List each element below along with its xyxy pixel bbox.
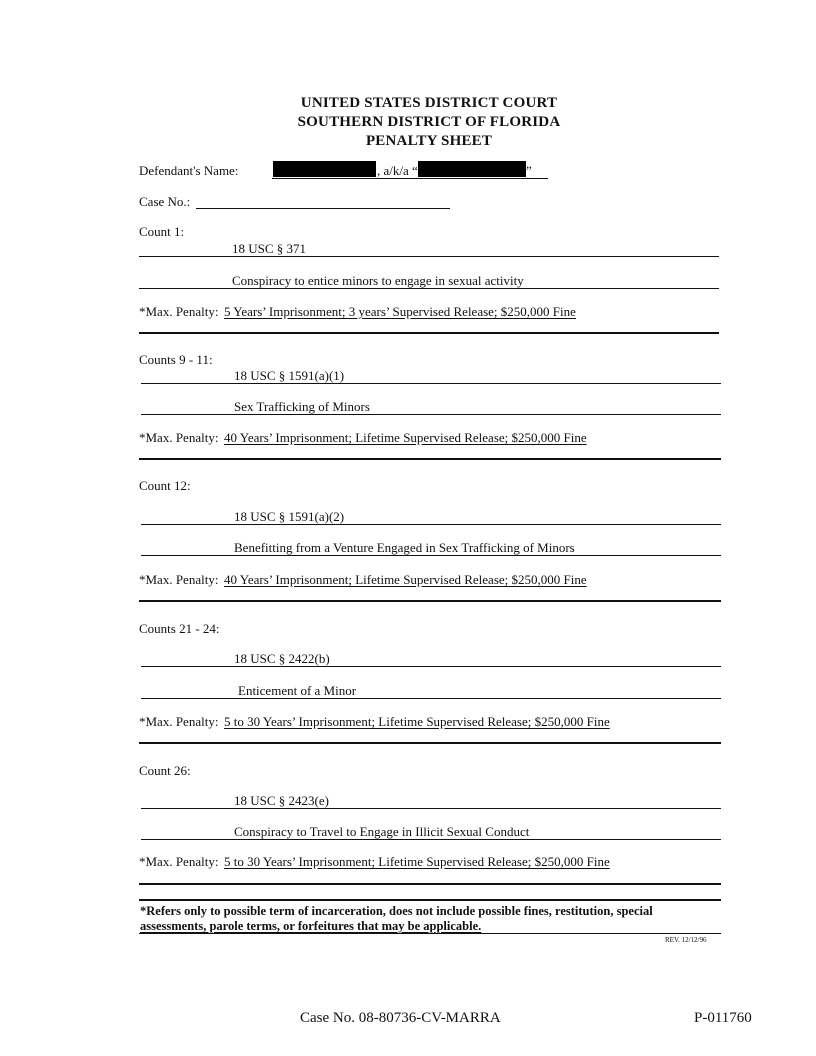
max-penalty-label: *Max. Penalty: [139, 714, 219, 729]
count-statute: 18 USC § 2422(b) [234, 651, 330, 666]
field-line [141, 555, 721, 556]
count-statute: 18 USC § 2423(e) [234, 793, 329, 808]
defendant-label: Defendant's Name: [139, 163, 239, 178]
field-line [141, 839, 721, 840]
count-label: Count 12: [139, 478, 191, 493]
redaction-bar [418, 161, 526, 177]
section-divider [139, 883, 721, 885]
page-title: PENALTY SHEET [365, 133, 493, 149]
aka-text: , a/k/a “ [377, 163, 418, 178]
field-line [141, 698, 721, 699]
notice-bottom-rule [139, 933, 721, 934]
field-line [141, 383, 721, 384]
field-line [139, 288, 719, 289]
count-label: Counts 9 - 11: [139, 352, 213, 367]
field-line [141, 414, 721, 415]
max-penalty-label: *Max. Penalty: [139, 304, 219, 319]
count-description: Sex Trafficking of Minors [234, 399, 370, 414]
notice-top-rule [139, 899, 721, 901]
aka-close-quote: ” [526, 163, 532, 178]
notice-line-1: *Refers only to possible term of incarceration, does not include possible fines, restitution, special [140, 904, 653, 918]
max-penalty-label: *Max. Penalty: [139, 430, 219, 445]
count-description: Enticement of a Minor [238, 683, 357, 698]
count-label: Count 1: [139, 224, 185, 239]
count-label: Count 26: [139, 763, 191, 778]
district-name: SOUTHERN DISTRICT OF FLORIDA [297, 114, 561, 130]
count-description: Conspiracy to Travel to Engage in Illicit Sexual Conduct [234, 824, 530, 839]
count-description: Benefitting from a Venture Engaged in Sex Trafficking of Minors [234, 540, 575, 555]
count-statute: 18 USC § 1591(a)(1) [234, 368, 345, 383]
count-label: Counts 21 - 24: [139, 621, 220, 636]
case-number-label: Case No.: [139, 194, 191, 209]
revision-mark: REV. 12/12/96 [665, 936, 707, 944]
max-penalty-label: *Max. Penalty: [139, 854, 219, 869]
count-statute: 18 USC § 371 [232, 241, 307, 256]
count-penalty: 40 Years’ Imprisonment; Lifetime Supervised Release; $250,000 Fine [224, 430, 587, 445]
footer-page-id: P-011760 [694, 1010, 752, 1026]
count-penalty: 5 Years’ Imprisonment; 3 years’ Supervised Release; $250,000 Fine [224, 304, 576, 319]
count-penalty: 40 Years’ Imprisonment; Lifetime Supervised Release; $250,000 Fine [224, 572, 587, 587]
section-divider [139, 600, 721, 602]
redaction-bar [273, 161, 376, 177]
max-penalty-label: *Max. Penalty: [139, 572, 219, 587]
field-line [139, 256, 719, 257]
case-number-line [196, 208, 450, 209]
section-divider [139, 332, 719, 334]
footer-case-number: Case No. 08-80736-CV-MARRA [300, 1010, 501, 1026]
count-penalty: 5 to 30 Years’ Imprisonment; Lifetime Supervised Release; $250,000 Fine [224, 854, 610, 869]
section-divider [139, 742, 721, 744]
count-statute: 18 USC § 1591(a)(2) [234, 509, 345, 524]
field-line [141, 524, 721, 525]
court-name: UNITED STATES DISTRICT COURT [300, 95, 558, 111]
count-penalty: 5 to 30 Years’ Imprisonment; Lifetime Supervised Release; $250,000 Fine [224, 714, 610, 729]
field-line [141, 808, 721, 809]
field-line [141, 666, 721, 667]
notice-line-2: assessments, parole terms, or forfeitures that may be applicable. [140, 919, 482, 933]
section-divider [139, 458, 721, 460]
count-description: Conspiracy to entice minors to engage in sexual activity [232, 273, 524, 288]
